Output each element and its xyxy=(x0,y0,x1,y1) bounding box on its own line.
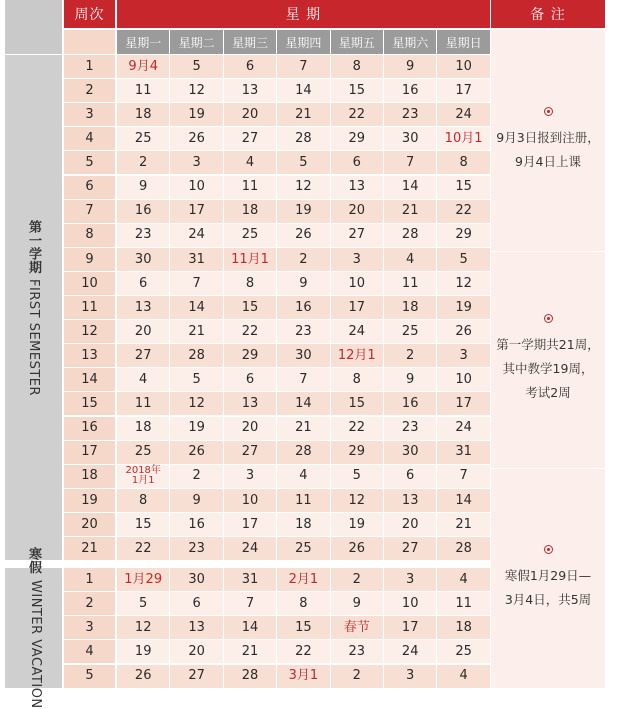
date-cell: 7 xyxy=(437,465,489,488)
date-cell: 9 xyxy=(384,55,436,78)
date-cell: 6 xyxy=(331,151,383,174)
date-cell: 15 xyxy=(437,176,489,199)
date-cell: 3 xyxy=(170,151,222,174)
note-text: 寒假1月29日— 3月4日，共5周 xyxy=(504,567,592,607)
date-cell: 12 xyxy=(331,489,383,512)
date-cell: 5 xyxy=(170,55,222,78)
date-cell: 2 xyxy=(331,665,383,688)
date-cell: 12 xyxy=(170,79,222,102)
date-cell: 15 xyxy=(277,616,329,639)
date-cell: 22 xyxy=(437,200,489,223)
week-column-header: 周次 xyxy=(64,0,115,28)
date-cell: 3 xyxy=(331,248,383,271)
week-number: 18 xyxy=(64,465,115,488)
week-number: 3 xyxy=(64,103,115,126)
date-cell: 20 xyxy=(224,103,276,126)
date-cell: 28 xyxy=(277,127,329,150)
date-cell: 14 xyxy=(277,392,329,415)
date-cell-highlight: 3月1 xyxy=(277,665,329,688)
date-cell: 28 xyxy=(384,224,436,247)
date-cell: 11 xyxy=(437,592,489,615)
date-cell: 8 xyxy=(331,368,383,391)
date-cell: 11 xyxy=(117,392,169,415)
date-cell: 24 xyxy=(437,103,489,126)
date-cell: 27 xyxy=(224,127,276,150)
date-cell: 25 xyxy=(384,320,436,343)
week-column-subheader xyxy=(64,30,115,54)
header-corner xyxy=(5,0,62,54)
weekday-header: 星期五 xyxy=(331,30,383,54)
date-cell: 29 xyxy=(224,344,276,367)
date-cell: 26 xyxy=(331,537,383,560)
weekday-header: 星期二 xyxy=(170,30,222,54)
date-cell: 12 xyxy=(277,176,329,199)
week-number: 14 xyxy=(64,368,115,391)
date-cell: 15 xyxy=(117,513,169,536)
date-cell: 13 xyxy=(224,392,276,415)
bullet-icon xyxy=(544,107,553,116)
date-cell-highlight: 9月4 xyxy=(117,55,169,78)
date-cell: 30 xyxy=(170,568,222,591)
week-number: 6 xyxy=(64,176,115,199)
date-cell: 6 xyxy=(170,592,222,615)
date-cell: 2 xyxy=(170,465,222,488)
bullet-icon xyxy=(544,314,553,323)
note-block xyxy=(491,252,605,468)
date-cell: 7 xyxy=(277,55,329,78)
date-cell: 18 xyxy=(437,616,489,639)
date-cell: 21 xyxy=(384,200,436,223)
date-cell: 7 xyxy=(384,151,436,174)
date-cell: 18 xyxy=(224,200,276,223)
date-cell: 5 xyxy=(170,368,222,391)
date-cell: 28 xyxy=(170,344,222,367)
date-cell: 17 xyxy=(224,513,276,536)
date-cell: 8 xyxy=(117,489,169,512)
weekday-header: 星期六 xyxy=(384,30,436,54)
date-cell: 8 xyxy=(277,592,329,615)
date-cell: 17 xyxy=(437,79,489,102)
date-cell: 16 xyxy=(170,513,222,536)
date-cell: 23 xyxy=(277,320,329,343)
semester-label-text xyxy=(24,547,43,709)
date-cell: 6 xyxy=(224,55,276,78)
date-cell: 4 xyxy=(437,665,489,688)
date-cell: 22 xyxy=(331,103,383,126)
date-cell: 16 xyxy=(384,392,436,415)
week-number: 1 xyxy=(64,55,115,78)
date-cell: 2 xyxy=(277,248,329,271)
note-block xyxy=(491,469,605,688)
date-cell: 14 xyxy=(277,79,329,102)
semester-label-en: WINTER VACATION xyxy=(28,580,43,709)
date-cell: 12 xyxy=(437,272,489,295)
date-cell: 27 xyxy=(384,537,436,560)
date-cell: 21 xyxy=(277,103,329,126)
date-cell: 24 xyxy=(384,640,436,663)
date-cell: 19 xyxy=(331,513,383,536)
date-cell: 29 xyxy=(331,127,383,150)
date-cell: 13 xyxy=(170,616,222,639)
week-number: 11 xyxy=(64,296,115,319)
date-cell: 18 xyxy=(117,417,169,440)
date-cell: 26 xyxy=(117,665,169,688)
date-cell: 5 xyxy=(331,465,383,488)
date-cell: 21 xyxy=(277,417,329,440)
date-cell: 17 xyxy=(437,392,489,415)
date-cell: 4 xyxy=(384,248,436,271)
week-number: 4 xyxy=(64,640,115,663)
weekday-header: 星期四 xyxy=(277,30,329,54)
weekday-header: 星期一 xyxy=(117,30,169,54)
date-cell: 12 xyxy=(117,616,169,639)
date-cell: 3 xyxy=(224,465,276,488)
date-cell: 14 xyxy=(224,616,276,639)
date-cell: 10 xyxy=(384,592,436,615)
date-cell: 17 xyxy=(331,296,383,319)
date-cell: 22 xyxy=(277,640,329,663)
date-cell: 15 xyxy=(224,296,276,319)
date-cell: 9 xyxy=(170,489,222,512)
date-cell: 27 xyxy=(224,441,276,464)
date-cell: 21 xyxy=(437,513,489,536)
semester-label-winter xyxy=(5,547,62,709)
date-cell: 27 xyxy=(170,665,222,688)
date-cell: 18 xyxy=(277,513,329,536)
semester-label-en: FIRST SEMESTER xyxy=(26,278,41,396)
date-cell: 12 xyxy=(170,392,222,415)
date-cell: 23 xyxy=(384,417,436,440)
date-cell: 24 xyxy=(170,224,222,247)
date-cell: 29 xyxy=(437,224,489,247)
date-cell: 10 xyxy=(437,55,489,78)
date-cell: 4 xyxy=(277,465,329,488)
date-cell: 11 xyxy=(384,272,436,295)
week-number: 17 xyxy=(64,441,115,464)
date-cell: 24 xyxy=(224,537,276,560)
date-cell: 31 xyxy=(224,568,276,591)
date-cell: 25 xyxy=(117,441,169,464)
date-cell: 10 xyxy=(331,272,383,295)
week-number: 21 xyxy=(64,537,115,560)
date-cell: 31 xyxy=(170,248,222,271)
bullet-icon xyxy=(544,545,553,554)
date-cell: 13 xyxy=(117,296,169,319)
date-cell: 20 xyxy=(117,320,169,343)
date-cell: 21 xyxy=(224,640,276,663)
date-cell: 25 xyxy=(224,224,276,247)
date-cell: 6 xyxy=(224,368,276,391)
date-cell: 23 xyxy=(117,224,169,247)
date-cell-highlight: 11月1 xyxy=(224,248,276,271)
note-block xyxy=(491,30,605,251)
semester-label-cn: 第一学期 xyxy=(26,219,41,279)
date-cell: 18 xyxy=(117,103,169,126)
date-cell: 20 xyxy=(224,417,276,440)
date-cell: 4 xyxy=(224,151,276,174)
week-number: 4 xyxy=(64,127,115,150)
week-number: 7 xyxy=(64,200,115,223)
week-number: 19 xyxy=(64,489,115,512)
date-cell: 5 xyxy=(437,248,489,271)
date-cell: 3 xyxy=(437,344,489,367)
week-number: 1 xyxy=(64,568,115,591)
date-cell: 30 xyxy=(277,344,329,367)
date-cell: 9 xyxy=(277,272,329,295)
date-cell: 11 xyxy=(224,176,276,199)
date-cell-highlight: 2018年 1月1 xyxy=(117,465,169,488)
date-cell: 17 xyxy=(384,616,436,639)
week-number: 15 xyxy=(64,392,115,415)
date-cell: 28 xyxy=(437,537,489,560)
semester-label-text xyxy=(24,220,43,396)
date-cell: 23 xyxy=(170,537,222,560)
date-cell: 19 xyxy=(170,103,222,126)
date-cell: 10 xyxy=(437,368,489,391)
date-cell: 4 xyxy=(437,568,489,591)
date-cell: 20 xyxy=(170,640,222,663)
date-cell: 2 xyxy=(331,568,383,591)
date-cell: 10 xyxy=(224,489,276,512)
date-cell: 5 xyxy=(277,151,329,174)
date-cell: 13 xyxy=(224,79,276,102)
week-number: 2 xyxy=(64,592,115,615)
week-number: 16 xyxy=(64,417,115,440)
week-number: 10 xyxy=(64,272,115,295)
date-cell-highlight: 1月29 xyxy=(117,568,169,591)
date-cell: 3 xyxy=(384,665,436,688)
date-cell: 19 xyxy=(437,296,489,319)
date-cell: 17 xyxy=(170,200,222,223)
date-cell-highlight: 12月1 xyxy=(331,344,383,367)
date-cell: 27 xyxy=(117,344,169,367)
date-cell: 25 xyxy=(437,640,489,663)
date-cell: 26 xyxy=(277,224,329,247)
date-cell: 10 xyxy=(170,176,222,199)
date-cell: 19 xyxy=(170,417,222,440)
date-cell: 22 xyxy=(117,537,169,560)
week-number: 12 xyxy=(64,320,115,343)
week-number: 9 xyxy=(64,248,115,271)
date-cell: 11 xyxy=(117,79,169,102)
date-cell: 24 xyxy=(437,417,489,440)
date-cell: 28 xyxy=(224,665,276,688)
date-cell: 26 xyxy=(170,127,222,150)
date-cell: 30 xyxy=(117,248,169,271)
date-cell: 7 xyxy=(277,368,329,391)
note-text: 9月3日报到注册， 9月4日上课 xyxy=(496,129,600,169)
date-cell: 7 xyxy=(224,592,276,615)
date-cell: 13 xyxy=(331,176,383,199)
date-cell: 8 xyxy=(437,151,489,174)
date-cell: 30 xyxy=(384,441,436,464)
date-cell: 9 xyxy=(384,368,436,391)
date-cell: 14 xyxy=(384,176,436,199)
date-cell-highlight: 10月1 xyxy=(437,127,489,150)
date-cell: 28 xyxy=(277,441,329,464)
date-cell: 29 xyxy=(331,441,383,464)
date-cell: 26 xyxy=(437,320,489,343)
date-cell: 2 xyxy=(117,151,169,174)
date-cell-highlight: 春节 xyxy=(331,616,383,639)
date-cell: 16 xyxy=(384,79,436,102)
date-cell: 19 xyxy=(117,640,169,663)
week-number: 5 xyxy=(64,151,115,174)
week-number: 8 xyxy=(64,224,115,247)
notes-column-header: 备 注 xyxy=(491,0,605,28)
date-cell: 8 xyxy=(331,55,383,78)
week-number: 3 xyxy=(64,616,115,639)
weekday-header: 星期三 xyxy=(224,30,276,54)
date-cell: 16 xyxy=(117,200,169,223)
date-cell: 20 xyxy=(384,513,436,536)
date-cell: 14 xyxy=(170,296,222,319)
date-cell: 6 xyxy=(117,272,169,295)
note-text: 第一学期共21周， 其中教学19周， 考试2周 xyxy=(496,337,600,401)
date-cell: 19 xyxy=(277,200,329,223)
date-cell: 7 xyxy=(170,272,222,295)
date-cell: 22 xyxy=(331,417,383,440)
date-cell: 11 xyxy=(277,489,329,512)
date-cell: 13 xyxy=(384,489,436,512)
date-cell: 9 xyxy=(117,176,169,199)
date-cell-highlight: 2月1 xyxy=(277,568,329,591)
date-cell: 15 xyxy=(331,79,383,102)
date-cell: 31 xyxy=(437,441,489,464)
week-number: 13 xyxy=(64,344,115,367)
date-cell: 3 xyxy=(384,568,436,591)
date-cell: 5 xyxy=(117,592,169,615)
semester-label-cn: 寒假 xyxy=(26,547,41,575)
date-cell: 23 xyxy=(384,103,436,126)
date-cell: 20 xyxy=(331,200,383,223)
date-cell: 8 xyxy=(224,272,276,295)
date-cell: 9 xyxy=(331,592,383,615)
date-cell: 30 xyxy=(384,127,436,150)
week-number: 2 xyxy=(64,79,115,102)
date-cell: 23 xyxy=(331,640,383,663)
semester-label-first xyxy=(5,55,62,560)
date-cell: 25 xyxy=(277,537,329,560)
date-cell: 4 xyxy=(117,368,169,391)
date-cell: 2 xyxy=(384,344,436,367)
date-cell: 16 xyxy=(277,296,329,319)
date-cell: 22 xyxy=(224,320,276,343)
date-cell: 26 xyxy=(170,441,222,464)
date-cell: 14 xyxy=(437,489,489,512)
date-cell: 25 xyxy=(117,127,169,150)
date-cell: 15 xyxy=(331,392,383,415)
date-cell: 24 xyxy=(331,320,383,343)
date-cell: 6 xyxy=(384,465,436,488)
week-number: 20 xyxy=(64,513,115,536)
weekday-header: 星期日 xyxy=(437,30,489,54)
date-cell: 27 xyxy=(331,224,383,247)
week-number: 5 xyxy=(64,665,115,688)
date-cell: 18 xyxy=(384,296,436,319)
date-cell: 21 xyxy=(170,320,222,343)
weekday-group-header: 星 期 xyxy=(117,0,490,28)
